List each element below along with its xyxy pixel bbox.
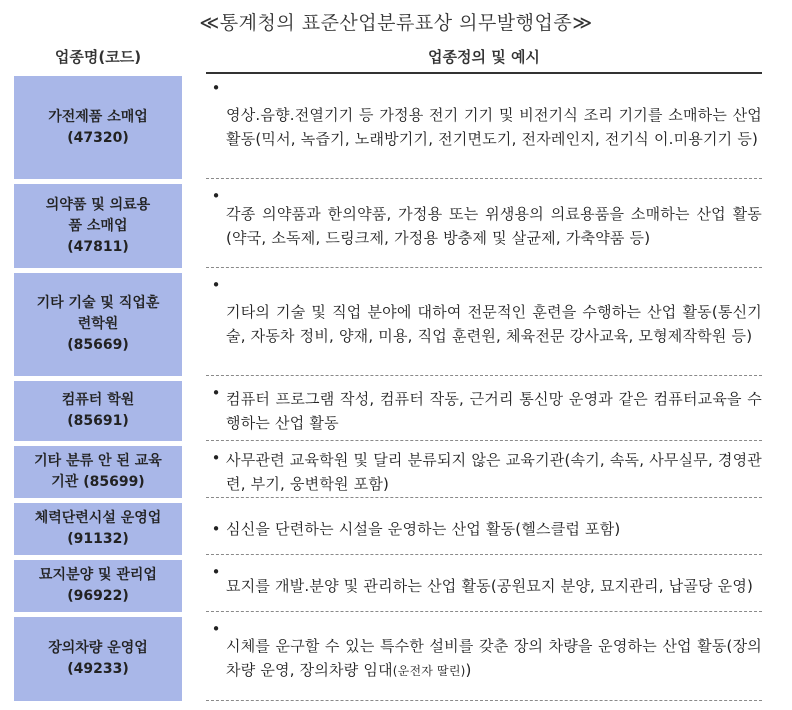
table-row xyxy=(0,184,792,268)
industry-name-cell xyxy=(14,617,182,701)
industry-name: 기타 기술 및 직업훈련학원 xyxy=(36,295,160,332)
code-column-header: 업종명(코드) xyxy=(54,48,142,66)
table-row xyxy=(0,76,792,179)
industry-description: 사무관련 교육학원 및 달리 분류되지 않은 교육기관(속기, 속독, 사무실무, 경영관련, 부기, 웅변학원 포함) xyxy=(226,450,762,493)
table-row xyxy=(0,381,792,441)
industry-description: 묘지를 개발.분양 및 관리하는 산업 활동(공원묘지 분양, 묘지관리, 납골당 운영) xyxy=(226,576,754,595)
industry-name: 가전제품 소매업 xyxy=(48,108,148,125)
industry-description: 컴퓨터 프로그램 작성, 컴퓨터 작동, 근거리 통신망 운영과 같은 컴퓨터교육을 수행하는 산업 활동 xyxy=(226,389,762,432)
industry-name-cell xyxy=(14,76,182,179)
industry-name-cell xyxy=(14,446,182,498)
industry-desc-cell xyxy=(206,446,762,498)
bullet-mark: • xyxy=(211,620,221,638)
description-note: (운전자 딸린) xyxy=(392,664,466,678)
industry-name-cell xyxy=(14,381,182,441)
table-row xyxy=(0,560,792,612)
bullet-mark: • xyxy=(211,449,221,467)
bullet-mark: • xyxy=(211,384,221,402)
industry-code: (49233) xyxy=(67,661,129,677)
industry-code: (47320) xyxy=(67,129,129,146)
industry-name: 장의차량 운영업 xyxy=(48,640,148,656)
industry-desc-cell xyxy=(206,503,762,555)
industry-description: 심신을 단련하는 시설을 운영하는 산업 활동(헬스클럽 포함) xyxy=(226,519,621,538)
desc-column-header: 업종정의 및 예시 xyxy=(428,48,540,66)
table-row xyxy=(0,503,792,555)
industry-desc-cell xyxy=(206,76,762,179)
industry-name: 기타 분류 안 된 교육기관 (85699) xyxy=(34,453,162,490)
industry-name-cell xyxy=(14,273,182,376)
description-tail: ) xyxy=(465,661,472,679)
industry-description: 영상.음향.전열기기 등 가정용 전기 기기 및 비전기식 조리 기기를 소매하는 산업 활동(믹서, 녹즙기, 노래방기기, 전기면도기, 전자레인지, 전기식 이.미용기기 등) xyxy=(226,106,762,148)
description-main: 시체를 운구할 수 있는 특수한 설비를 갖춘 장의 차량을 운영하는 산업 활동(장의차량 운영, 장의차량 임대 xyxy=(226,637,762,679)
table-row xyxy=(0,446,792,498)
table-row xyxy=(0,617,792,701)
bullet-mark: • xyxy=(211,187,221,205)
industry-code: (85691) xyxy=(67,413,129,429)
industry-name: 의약품 및 의료용품 소매업(47811) xyxy=(45,196,151,255)
industry-desc-cell xyxy=(206,184,762,268)
industry-name-cell xyxy=(14,560,182,612)
industry-description xyxy=(226,634,762,683)
industry-name-cell xyxy=(14,184,182,268)
industry-name: 묘지분양 및 관리업(96922) xyxy=(39,567,157,604)
table-row xyxy=(0,273,792,376)
bullet-mark: • xyxy=(211,563,221,581)
industry-name-cell xyxy=(14,503,182,555)
industry-code: (85669) xyxy=(67,337,129,353)
industry-desc-cell xyxy=(206,273,762,376)
industry-desc-cell xyxy=(206,560,762,612)
industry-name: 컴퓨터 학원 xyxy=(61,392,135,408)
bullet-mark: • xyxy=(211,519,221,538)
industry-description: 기타의 기술 및 직업 분야에 대하여 전문적인 훈련을 수행하는 산업 활동(통신기술, 자동차 정비, 양재, 미용, 직업 훈련원, 체육전문 강사교육, 모형제작학원 등) xyxy=(226,303,762,345)
industry-desc-cell xyxy=(206,381,762,441)
page-title: ≪통계청의 표준산업분류표상 의무발행업종≫ xyxy=(199,12,593,34)
industry-desc-cell xyxy=(206,617,762,701)
industry-name: 체력단련시설 운영업(91132) xyxy=(34,510,162,547)
bullet-mark: • xyxy=(211,79,221,97)
bullet-mark: • xyxy=(211,276,221,294)
industry-description: 각종 의약품과 한의약품, 가정용 또는 위생용의 의료용품을 소매하는 산업 활동(약국, 소독제, 드링크제, 가정용 방충제 및 살균제, 가축약품 등) xyxy=(226,204,762,247)
